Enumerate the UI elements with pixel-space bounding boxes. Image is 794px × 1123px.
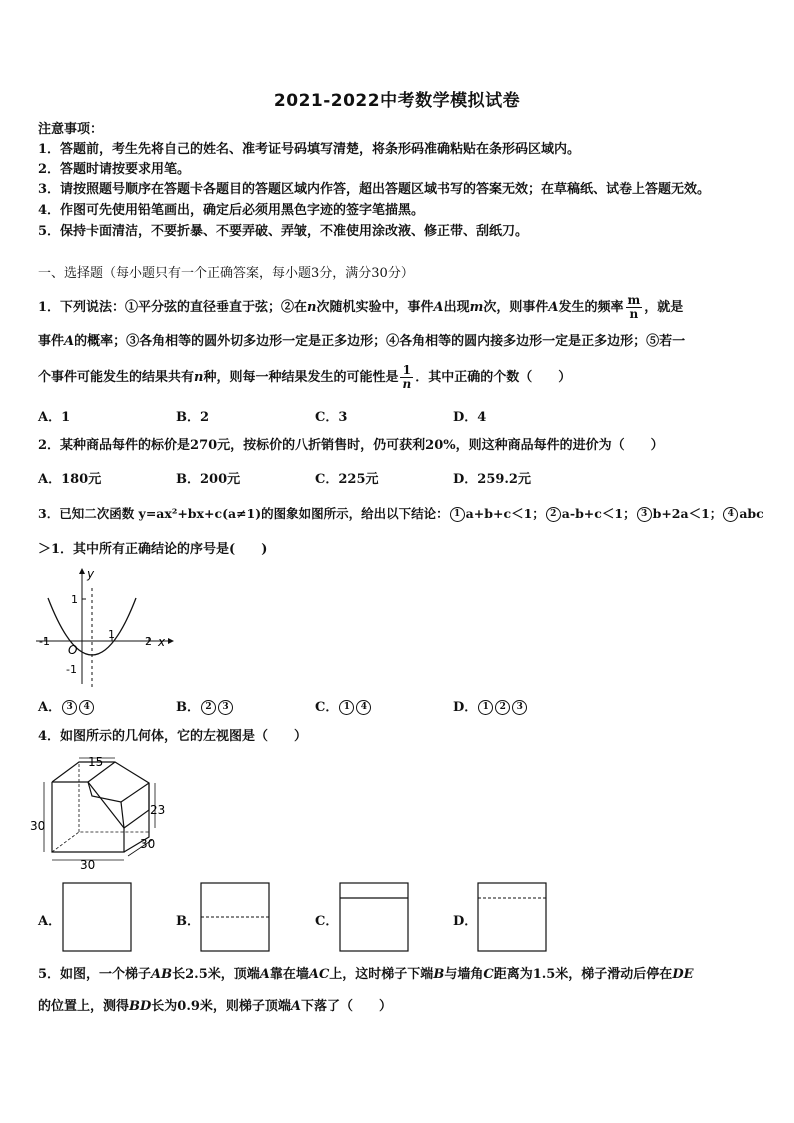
y-tick-m1-label: -1 bbox=[66, 663, 77, 676]
q3-option-a: A． 3 4 bbox=[38, 696, 95, 715]
notice-item-2: 2．答题时请按要求用笔。 bbox=[38, 162, 191, 177]
notice-item-1: 1．答题前，考生先将自己的姓名、准考证号码填写清楚，将条形码准确粘贴在条形码区域内。 bbox=[38, 142, 581, 157]
hidden-edges bbox=[52, 832, 149, 852]
dim-right-label: 23 bbox=[150, 803, 166, 817]
page-title: 2021-2022中考数学模拟试卷 bbox=[273, 91, 521, 111]
q2-option-d: D．259.2元 bbox=[453, 472, 531, 487]
q5-line2: 的位置上，测得BD长为0.9米，则梯子顶端A下落了（ ） bbox=[38, 999, 393, 1014]
dim-left-label: 30 bbox=[30, 819, 46, 833]
y-label: y bbox=[87, 567, 95, 581]
q1-option-c: C．3 bbox=[315, 410, 348, 425]
x-tick-m1-label: -1 bbox=[39, 635, 50, 648]
section-heading: 一、选择题（每小题只有一个正确答案，每小题3分，满分30分） bbox=[38, 266, 414, 281]
front-face bbox=[52, 782, 124, 852]
q2-option-b: B．200元 bbox=[176, 472, 241, 487]
x-label: x bbox=[158, 635, 166, 649]
q1-option-d: D．4 bbox=[453, 410, 487, 425]
q3-option-b: B． 2 3 bbox=[176, 696, 234, 715]
origin-label: O bbox=[68, 643, 78, 657]
q1-option-b: B．2 bbox=[176, 410, 210, 425]
slope-face bbox=[124, 783, 149, 828]
q3-option-d: D． 1 2 3 bbox=[453, 696, 528, 715]
q4-option-d-figure bbox=[477, 882, 549, 954]
q5-line1: 5．如图，一个梯子AB长2.5米，顶端A靠在墙AC上，这时梯子下端B与墙角C距离为1.5米，梯子滑动后停在DE bbox=[38, 967, 694, 982]
q1-line3: 个事件可能发生的结果共有n种，则每一种结果发生的可能性是 $\frac{1}{n}$ ．其中正确的个数（ ） bbox=[38, 363, 572, 391]
q3-parabola-graph bbox=[30, 562, 180, 690]
roof-face bbox=[88, 782, 149, 802]
x-tick-2-label: 2 bbox=[145, 635, 152, 648]
q3-line2: ＞1．其中所有正确结论的序号是( ) bbox=[38, 542, 268, 557]
q4-option-c-figure bbox=[339, 882, 411, 954]
q4-option-a-label: A． bbox=[38, 914, 62, 929]
q3-option-c: C． 1 4 bbox=[315, 696, 372, 715]
notice-heading: 注意事项： bbox=[38, 122, 104, 137]
q4-solid-figure bbox=[30, 752, 170, 872]
q4-option-c-label: C． bbox=[315, 914, 339, 929]
front-top-edges bbox=[52, 782, 124, 828]
notice-item-5: 5．保持卡面清洁，不要折暴、不要弄破、弄皱，不准使用涂改液、修正带、刮纸刀。 bbox=[38, 224, 529, 239]
q3-line1: 3．已知二次函数 y=ax²+bx+c(a≠1)的图象如图所示，给出以下结论： 1 a+b+c＜1； 2 a-b+c＜1； 3 b+2a＜1； 4 abc bbox=[38, 506, 764, 521]
q1-option-a: A．1 bbox=[38, 410, 71, 425]
x-tick-1-label: 1 bbox=[108, 628, 115, 641]
q4-option-b-figure bbox=[200, 882, 272, 954]
q1-fraction: $\frac{m}{n}$ bbox=[627, 293, 641, 321]
q2-option-a: A．180元 bbox=[38, 472, 102, 487]
q4-option-d-label: D． bbox=[453, 914, 478, 929]
q1-line1: 1．下列说法：①平分弦的直径垂直于弦；②在n次随机实验中，事件A出现m次，则事件A发生的频率 $\frac{m}{n}$ ，就是 bbox=[38, 293, 684, 321]
y-tick-1-label: 1 bbox=[71, 593, 78, 606]
dim-depth-label: 30 bbox=[140, 837, 156, 851]
y-axis-arrow bbox=[79, 568, 85, 574]
x-axis-arrow bbox=[168, 638, 174, 644]
q1-line2: 事件A的概率；③各角相等的圆外切多边形一定是正多边形；④各角相等的圆内接多边形一定是正多边形；⑤若一 bbox=[38, 334, 686, 349]
q4-option-b-label: B． bbox=[176, 914, 200, 929]
q2-text: 2．某种商品每件的标价是270元，按标价的八折销售时，仍可获利20%，则这种商品每件的进价为（ ） bbox=[38, 438, 664, 453]
notice-item-3: 3．请按照题号顺序在答题卡各题目的答题区域内作答，超出答题区域书写的答案无效；在草稿纸、试卷上答题无效。 bbox=[38, 182, 711, 197]
q4-text: 4．如图所示的几何体，它的左视图是（ ） bbox=[38, 729, 308, 744]
q1-fraction-2: $\frac{1}{n}$ bbox=[402, 363, 412, 391]
dim-bottom-label: 30 bbox=[80, 858, 96, 872]
notice-item-4: 4．作图可先使用铅笔画出，确定后必须用黑色字迹的签字笔描黑。 bbox=[38, 203, 425, 218]
q4-option-a-figure bbox=[62, 882, 134, 954]
back-edges bbox=[52, 762, 149, 852]
q2-option-c: C．225元 bbox=[315, 472, 379, 487]
dim-top-label: 15 bbox=[88, 755, 104, 769]
